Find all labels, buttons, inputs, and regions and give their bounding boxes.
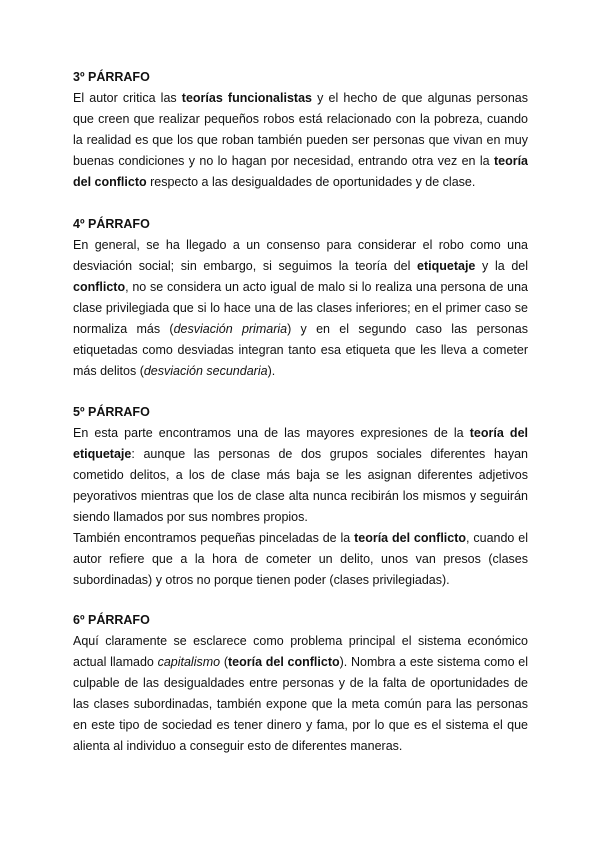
text-run: En esta parte encontramos una de las mayores expresiones de la	[73, 426, 470, 440]
text-run: y el hecho de que algunas personas que creen que realizar pequeños robos está relacionado con la pobreza, cuando la realidad es que los que roban también pueden ser personas que vivan en muy buenas condiciones y no lo hagan por necesidad, entrando otra vez en la	[73, 91, 528, 168]
section-4	[73, 214, 528, 382]
section-paragraph	[73, 528, 528, 591]
bold-term: conflicto	[73, 280, 126, 294]
text-run: , cuando el autor refiere que a la hora de cometer un delito, unos van presos (clases subordinadas) y otros no porque tienen poder (clases privilegiadas).	[73, 531, 528, 587]
section-heading: 3º PÁRRAFO	[73, 70, 150, 84]
section-heading: 6º PÁRRAFO	[73, 613, 150, 627]
text-run: ) y en el segundo caso las personas etiquetadas como desviadas integran tanto esa etiqueta que les lleva a cometer más delitos (	[73, 322, 529, 378]
text-run: El autor critica las	[73, 91, 182, 105]
section-heading: 5º PÁRRAFO	[73, 405, 150, 419]
section-paragraph	[73, 235, 528, 382]
bold-term: teorías funcionalistas	[181, 91, 312, 105]
text-run: : aunque las personas de dos grupos sociales diferentes hayan cometido delitos, a los de clase más baja se les asignan diferentes adjetivos peyorativos mientras que los de clase alta nunca recibirán los mismos y seguirán siendo llamados por sus nombres propios.	[73, 447, 528, 524]
text-run: y la del	[475, 259, 528, 273]
bold-term: teoría del etiquetaje	[73, 426, 528, 461]
bold-term: teoría del conflicto	[73, 154, 528, 189]
italic-term: capitalismo	[157, 655, 221, 669]
section-paragraph	[73, 631, 528, 757]
text-run: (	[220, 655, 228, 669]
section-5	[73, 402, 528, 591]
text-run: respecto a las desigualdades de oportunidades y de clase.	[146, 175, 476, 189]
text-run: , no se considera un acto igual de malo si lo realiza una persona de una clase privilegiada que si lo hace una de las clases inferiores; en el primer caso se normaliza más (	[73, 280, 528, 336]
section-paragraph	[73, 88, 528, 193]
section-6	[73, 610, 528, 757]
bold-term: teoría del conflicto	[228, 655, 340, 669]
text-run: En general, se ha llegado a un consenso para considerar el robo como una desviación social; sin embargo, si seguimos la teoría del	[73, 238, 528, 273]
bold-term: teoría del conflicto	[354, 531, 467, 545]
text-run: También encontramos pequeñas pinceladas de la	[73, 531, 355, 545]
section-paragraph	[73, 423, 528, 528]
bold-term: etiquetaje	[417, 259, 476, 273]
italic-term: desviación primaria	[173, 322, 288, 336]
italic-term: desviación secundaria	[143, 364, 268, 378]
text-run: Aquí claramente se esclarece como problema principal el sistema económico actual llamado	[73, 634, 528, 669]
text-run: ). Nombra a este sistema como el culpable de las desigualdades entre personas y de la falta de oportunidades de las clases subordinadas, también expone que la meta común para las personas en este tipo de sociedad es tener dinero y fama, por lo que es el sistema el que alienta al individuo a conseguir esto de diferentes maneras.	[73, 655, 528, 753]
section-heading: 4º PÁRRAFO	[73, 217, 150, 231]
text-run: ).	[267, 364, 276, 378]
section-3	[73, 67, 528, 193]
